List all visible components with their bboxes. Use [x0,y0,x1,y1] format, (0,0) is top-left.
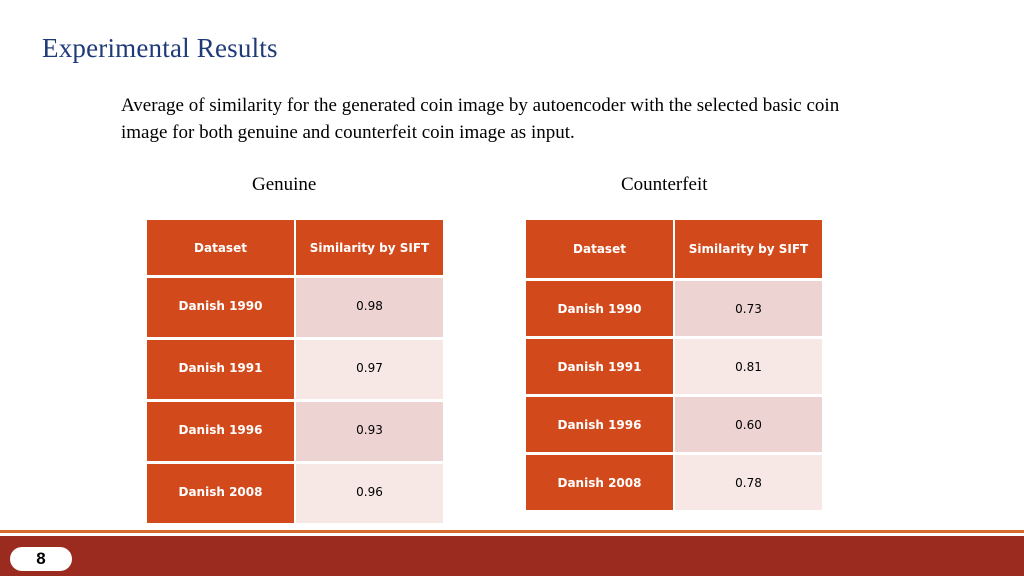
table-row [526,281,822,339]
table-row [147,464,443,526]
counterfeit-caption: Counterfeit [621,174,708,195]
similarity-cell: 0.97 [296,340,443,402]
table-header-row [526,220,822,281]
footer-bar [0,536,1024,576]
footer-divider [0,530,1024,533]
header-dataset: Dataset [147,220,296,278]
page-number: 8 [10,547,72,571]
genuine-caption: Genuine [252,174,317,195]
dataset-cell: Danish 1991 [526,339,675,397]
dataset-cell: Danish 1990 [147,278,296,340]
table-row [526,397,822,455]
similarity-cell: 0.98 [296,278,443,340]
dataset-cell: Danish 1996 [526,397,675,455]
header-similarity: Similarity by SIFT [296,220,443,278]
similarity-cell: 0.81 [675,339,822,397]
similarity-cell: 0.96 [296,464,443,526]
slide-title: Experimental Results [42,33,278,63]
dataset-cell: Danish 2008 [526,455,675,513]
similarity-cell: 0.73 [675,281,822,339]
dataset-cell: Danish 1990 [526,281,675,339]
dataset-cell: Danish 1991 [147,340,296,402]
similarity-cell: 0.60 [675,397,822,455]
slide-description: Average of similarity for the generated coin image by autoencoder with the selected basic coin image for both genuine and counterfeit coin image as input. [121,95,840,143]
similarity-cell: 0.78 [675,455,822,513]
genuine-table [147,220,443,526]
dataset-cell: Danish 2008 [147,464,296,526]
table-row [526,455,822,513]
table-row [147,402,443,464]
header-dataset: Dataset [526,220,675,281]
similarity-cell: 0.93 [296,402,443,464]
table-row [526,339,822,397]
table-header-row [147,220,443,278]
table-row [147,340,443,402]
header-similarity: Similarity by SIFT [675,220,822,281]
table-row [147,278,443,340]
dataset-cell: Danish 1996 [147,402,296,464]
counterfeit-table [526,220,822,513]
